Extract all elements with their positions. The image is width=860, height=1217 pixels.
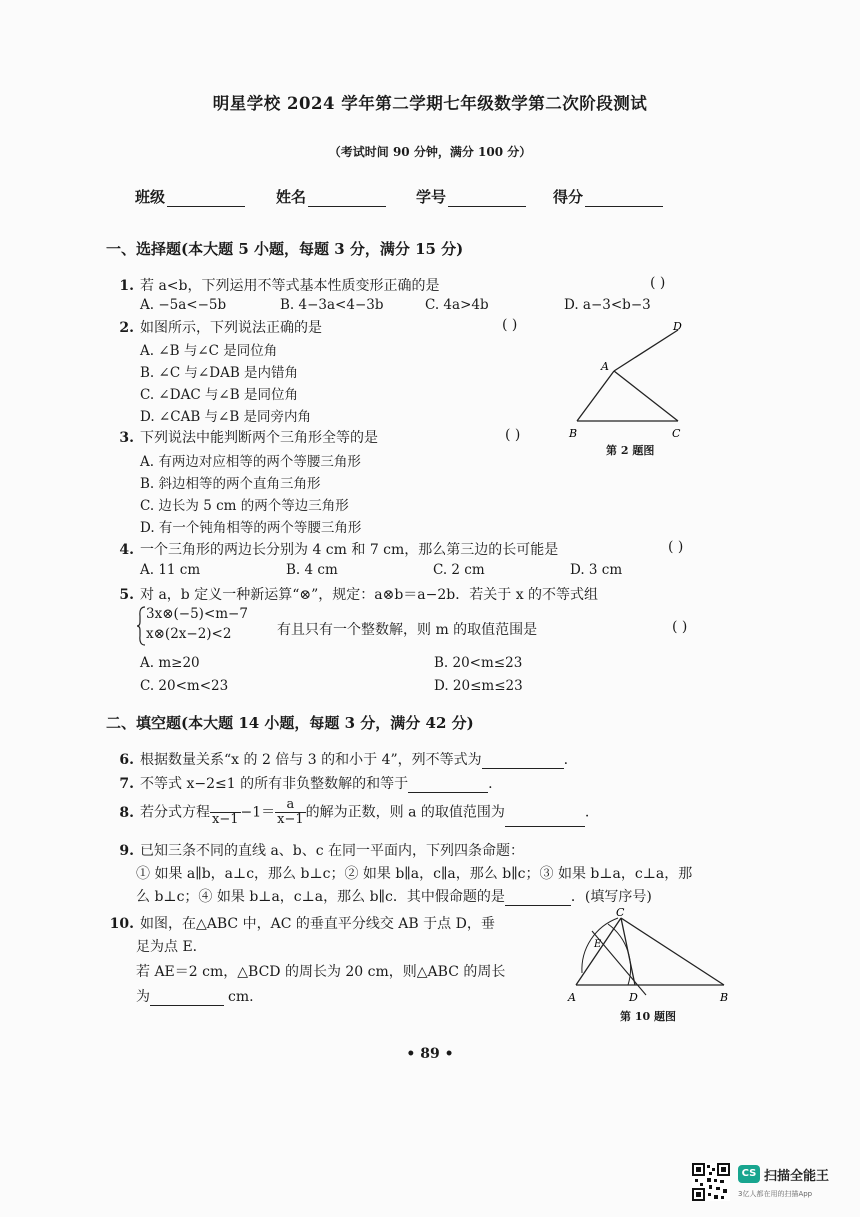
q10-figure-caption: 第 10 题图 (620, 1010, 676, 1023)
q1-option-b: B. 4−3a<4−3b (280, 297, 384, 313)
q4-number: 4. (119, 542, 134, 558)
q7-number: 7. (119, 776, 134, 792)
q5-system-line2: x⊗(2x−2)<2 (146, 626, 232, 642)
q9-text-3: 么 b⊥c；④ 如果 b⊥a，c⊥a，那么 b∥c．其中假命题的是 (136, 889, 505, 905)
q2-number: 2. (119, 320, 134, 336)
q1-option-d: D. a−3<b−3 (564, 297, 651, 313)
name-blank (308, 190, 386, 207)
q10-segment-ac (576, 918, 621, 985)
q10-label-a: A (568, 991, 576, 1004)
q1-option-c: C. 4a>4b (425, 297, 489, 313)
q3-stem (108, 427, 378, 447)
q7-text: 不等式 x−2≤1 的所有非负整数解的和等于 (140, 776, 409, 792)
q10-label-c: C (616, 906, 625, 919)
q10-line1 (108, 913, 495, 933)
q2-option-c: C. ∠DAC 与∠B 是同位角 (140, 387, 298, 403)
q8-number: 8. (119, 804, 134, 821)
q10-label-d: D (629, 991, 638, 1004)
q5-stem (108, 584, 598, 604)
class-blank (167, 190, 245, 207)
q2-segment-ba (577, 371, 614, 421)
score-blank (585, 190, 663, 207)
q2-label-c: C (672, 427, 681, 438)
scanner-logo-icon: CS (738, 1165, 760, 1183)
q2-label-a: A (601, 360, 609, 373)
q4-option-b: B. 4 cm (286, 562, 338, 578)
student-id-blank (448, 190, 526, 207)
q1-option-a: A. −5a<−5b (140, 297, 227, 313)
q2-segment-ac (614, 371, 678, 421)
q5-number: 5. (119, 587, 134, 603)
section2-heading: 二、填空题(本大题 14 小题，每题 3 分，满分 42 分) (106, 714, 474, 732)
student-id-field (416, 186, 526, 207)
q3-text: 下列说法中能判断两个三角形全等的是 (140, 430, 378, 446)
q4-option-a: A. 11 cm (140, 562, 201, 578)
q5-option-c: C. 20<m<23 (140, 678, 229, 694)
q6 (108, 749, 568, 769)
q4-text: 一个三角形的两边长分别为 4 cm 和 7 cm，那么第三边的长可能是 (140, 542, 559, 558)
q9-number: 9. (119, 843, 134, 859)
q10-number: 10. (109, 916, 134, 932)
q2-answer-paren: ( ) (502, 317, 518, 333)
q4-answer-paren: ( ) (668, 539, 684, 555)
q9-end: ．(填写序号) (570, 889, 652, 905)
q7-answer-blank (408, 778, 488, 793)
q9-text-1: 已知三条不同的直线 a、b、c 在同一平面内，下列四条命题： (140, 843, 525, 859)
q5-stem-continued: 有且只有一个整数解，则 m 的取值范围是 (277, 622, 538, 638)
scanner-app-name: 扫描全能王 (764, 1169, 830, 1184)
q2-option-b: B. ∠C 与∠DAB 是内错角 (140, 365, 299, 381)
page-number: • 89 • (406, 1046, 454, 1062)
class-label: 班级 (135, 188, 166, 206)
class-field (135, 186, 245, 207)
q6-answer-blank (482, 754, 564, 769)
q10-line3: 若 AE＝2 cm，△BCD 的周长为 20 cm，则△ABC 的周长 (136, 964, 506, 980)
q8-text-post: 的解为正数，则 a 的取值范围为 (305, 804, 505, 821)
q2-label-b: B (569, 427, 578, 438)
q7 (108, 773, 493, 793)
q3-option-c: C. 边长为 5 cm 的两个等边三角形 (140, 498, 349, 514)
q1-text: 若 a<b，下列运用不等式基本性质变形正确的是 (140, 278, 440, 294)
q3-option-a: A. 有两边对应相等的两个等腰三角形 (140, 454, 361, 470)
q8-fraction-2-denominator: x−1 (277, 812, 304, 827)
q5-system-line1: 3x⊗(−5)<m−7 (146, 606, 248, 622)
q9-answer-blank (505, 891, 571, 906)
q8-text-mid: −1＝ (240, 804, 276, 821)
q1-number: 1. (119, 278, 134, 294)
q8-fraction-2-numerator: a (275, 798, 306, 813)
q1-stem (108, 275, 440, 295)
q5-option-b: B. 20<m≤23 (434, 655, 523, 671)
q3-number: 3. (119, 430, 134, 446)
q2-ray-ad (614, 330, 678, 371)
q5-text: 对 a，b 定义一种新运算“⊗”，规定：a⊗b＝a−2b．若关于 x 的不等式组 (140, 587, 599, 603)
q8-text-pre: 若分式方程 (140, 804, 210, 821)
q8-end: . (584, 804, 590, 821)
q10-text-1: 如图，在△ABC 中，AC 的垂直平分线交 AB 于点 D，垂 (140, 916, 495, 932)
q7-end: . (488, 776, 493, 792)
q10-label-b: B (720, 991, 729, 1004)
q8-fraction-1-denominator: x−1 (212, 812, 239, 827)
q2-option-a: A. ∠B 与∠C 是同位角 (140, 343, 278, 359)
q10-text-4-post: cm. (228, 989, 254, 1005)
section1-heading: 一、选择题(本大题 5 小题，每题 3 分，满分 15 分) (106, 240, 464, 258)
scanner-tagline: 3亿人都在用的扫描App (738, 1190, 813, 1198)
q10-figure (560, 905, 740, 1005)
page-title: 明星学校 2024 学年第二学期七年级数学第二次阶段测试 (212, 94, 648, 113)
name-label: 姓名 (276, 188, 307, 206)
q4-option-c: C. 2 cm (433, 562, 485, 578)
q2-stem (108, 317, 322, 337)
q3-option-d: D. 有一个钝角相等的两个等腰三角形 (140, 520, 362, 536)
q5-option-a: A. m≥20 (140, 655, 200, 671)
q10-label-e: E (594, 939, 602, 950)
q2-text: 如图所示，下列说法正确的是 (140, 320, 322, 336)
q3-option-b: B. 斜边相等的两个直角三角形 (140, 476, 321, 492)
q2-figure-caption: 第 2 题图 (606, 444, 655, 457)
q5-answer-paren: ( ) (672, 619, 688, 635)
q5-option-d: D. 20≤m≤23 (434, 678, 523, 694)
q8 (108, 798, 589, 827)
exam-subtitle: （考试时间 90 分钟，满分 100 分） (328, 145, 532, 159)
name-field (276, 186, 386, 207)
q2-label-d: D (673, 320, 682, 333)
q5-system-brace (136, 606, 146, 646)
q4-option-d: D. 3 cm (570, 562, 623, 578)
q10-line4 (136, 986, 254, 1006)
q6-text: 根据数量关系“x 的 2 倍与 3 的和小于 4”，列不等式为 (140, 752, 482, 768)
q10-answer-blank (150, 991, 224, 1006)
q9-line2: ① 如果 a∥b，a⊥c，那么 b⊥c；② 如果 b∥a，c∥a，那么 b∥c；③ 如果 b⊥a，c⊥a，那 (136, 866, 693, 882)
q2-figure (560, 318, 700, 438)
q10-segment-cb (621, 918, 724, 985)
q6-end: . (563, 752, 569, 768)
q2-option-d: D. ∠CAB 与∠B 是同旁内角 (140, 409, 312, 425)
q9-line1 (108, 840, 524, 860)
q10-text-4-pre: 为 (136, 989, 150, 1005)
q9-line3 (136, 886, 652, 906)
qr-code-icon (692, 1163, 730, 1201)
q8-answer-blank (505, 812, 585, 827)
q4-stem (108, 539, 558, 559)
score-label: 得分 (553, 188, 584, 206)
q8-fraction-1 (210, 798, 241, 827)
q8-fraction-2 (275, 798, 306, 827)
q6-number: 6. (119, 752, 134, 768)
score-field (553, 186, 663, 207)
student-id-label: 学号 (416, 188, 447, 206)
q3-answer-paren: ( ) (505, 427, 521, 443)
q10-line2: 足为点 E． (136, 939, 207, 955)
q1-answer-paren: ( ) (650, 275, 666, 291)
